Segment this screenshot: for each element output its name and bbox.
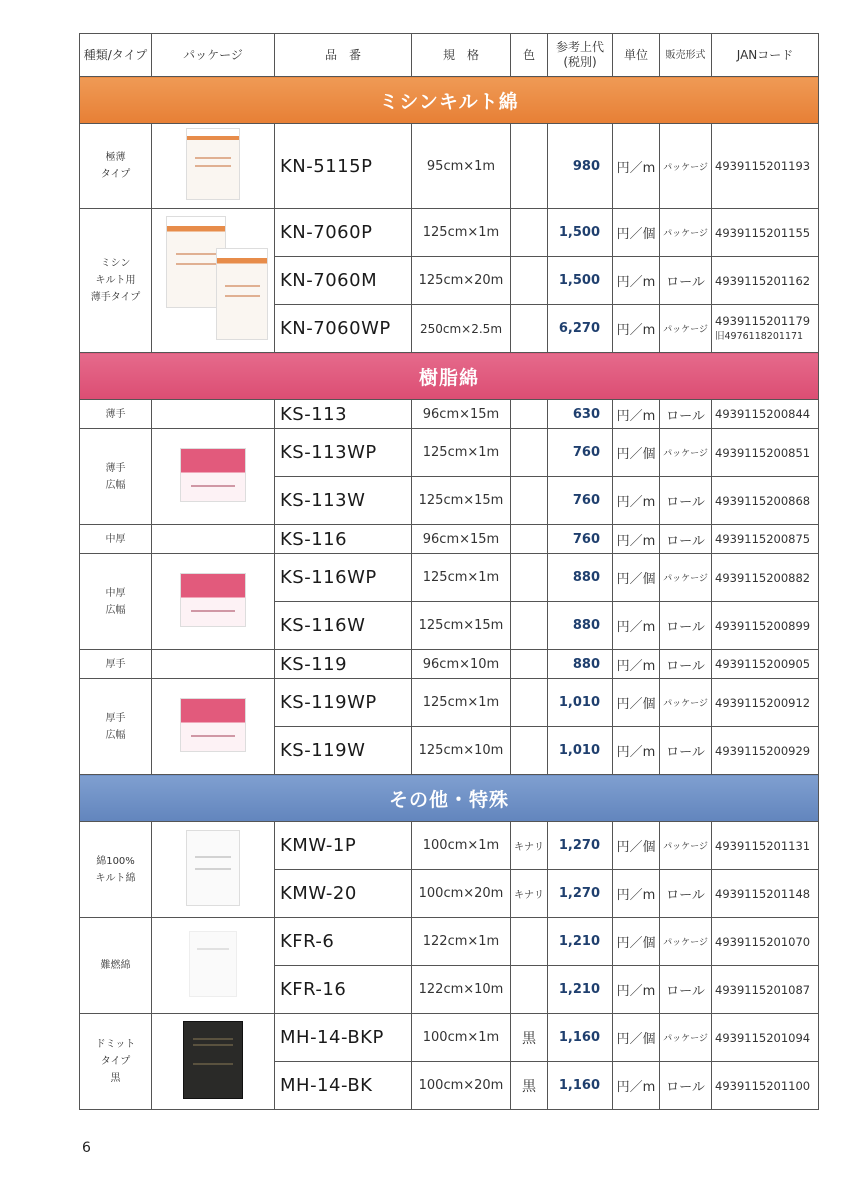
section-row xyxy=(80,353,819,400)
package-cell xyxy=(152,124,275,209)
section-row xyxy=(80,77,819,124)
product-color xyxy=(511,400,548,429)
product-jan: 4939115200905 xyxy=(712,650,819,679)
package-cell xyxy=(152,650,275,679)
product-unit: 円／個 xyxy=(613,679,660,727)
product-price: 1,010 xyxy=(548,727,613,775)
product-form: パッケージ xyxy=(660,429,712,477)
product-color xyxy=(511,477,548,525)
table-row xyxy=(80,554,819,602)
product-spec: 100cm×1m xyxy=(412,1014,511,1062)
product-spec: 125cm×20m xyxy=(412,257,511,305)
type-cell: 難燃綿 xyxy=(80,918,152,1014)
header-color: 色 xyxy=(511,34,548,77)
product-code: KS-116W xyxy=(275,602,412,650)
type-cell xyxy=(80,209,152,353)
product-code: KN-5115P xyxy=(275,124,412,209)
header-price-l2: (税別) xyxy=(563,55,597,69)
product-code: MH-14-BK xyxy=(275,1062,412,1110)
product-color xyxy=(511,727,548,775)
type-label: キルト用 xyxy=(95,275,136,286)
product-jan: 4939115200912 xyxy=(712,679,819,727)
product-price: 1,270 xyxy=(548,822,613,870)
package-cell xyxy=(152,822,275,918)
product-price: 760 xyxy=(548,477,613,525)
product-form: ロール xyxy=(660,870,712,918)
product-color: 黒 xyxy=(511,1062,548,1110)
product-jan xyxy=(712,305,819,353)
package-image xyxy=(158,214,268,344)
product-price: 1,500 xyxy=(548,209,613,257)
table-row xyxy=(80,679,819,727)
type-label: タイプ xyxy=(100,169,131,180)
product-unit: 円／m xyxy=(613,124,660,209)
type-label: 広幅 xyxy=(105,479,126,491)
jan-code: 4939115201179 xyxy=(715,313,811,328)
header-price-l1: 参考上代 xyxy=(555,40,604,54)
product-code: KS-116WP xyxy=(275,554,412,602)
product-table xyxy=(79,33,819,1110)
table-row xyxy=(80,918,819,966)
header-unit: 単位 xyxy=(613,34,660,77)
type-cell xyxy=(80,1014,152,1110)
type-label: キルト綿 xyxy=(95,872,136,884)
product-jan: 4939115200929 xyxy=(712,727,819,775)
header-type: 種類/タイプ xyxy=(80,34,152,77)
product-jan: 4939115200875 xyxy=(712,525,819,554)
product-color xyxy=(511,679,548,727)
header-form: 販売形式 xyxy=(660,34,712,77)
product-spec: 125cm×10m xyxy=(412,727,511,775)
product-spec: 100cm×20m xyxy=(412,870,511,918)
product-price: 880 xyxy=(548,554,613,602)
product-spec: 122cm×1m xyxy=(412,918,511,966)
product-color xyxy=(511,554,548,602)
product-jan: 4939115201070 xyxy=(712,918,819,966)
product-code: KS-119 xyxy=(275,650,412,679)
product-code: KS-113WP xyxy=(275,429,412,477)
product-form: パッケージ xyxy=(660,209,712,257)
product-unit: 円／個 xyxy=(613,209,660,257)
product-price: 980 xyxy=(548,124,613,209)
table-row xyxy=(80,525,819,554)
type-label: ドミット xyxy=(95,1039,136,1050)
product-price: 1,210 xyxy=(548,966,613,1014)
package-cell xyxy=(152,209,275,353)
product-spec: 100cm×20m xyxy=(412,1062,511,1110)
product-color xyxy=(511,966,548,1014)
product-spec: 96cm×10m xyxy=(412,650,511,679)
product-price: 1,160 xyxy=(548,1062,613,1110)
product-spec: 100cm×1m xyxy=(412,822,511,870)
package-image xyxy=(189,931,237,997)
package-cell xyxy=(152,1014,275,1110)
product-color xyxy=(511,650,548,679)
product-jan: 4939115200882 xyxy=(712,554,819,602)
type-cell xyxy=(80,429,152,525)
package-image xyxy=(186,830,240,906)
product-spec: 125cm×1m xyxy=(412,209,511,257)
product-jan: 4939115201087 xyxy=(712,966,819,1014)
product-color xyxy=(511,429,548,477)
product-color xyxy=(511,602,548,650)
package-cell xyxy=(152,400,275,429)
table-row xyxy=(80,1014,819,1062)
product-spec: 96cm×15m xyxy=(412,525,511,554)
product-unit: 円／m xyxy=(613,400,660,429)
product-form: パッケージ xyxy=(660,554,712,602)
product-jan: 4939115201094 xyxy=(712,1014,819,1062)
product-code: MH-14-BKP xyxy=(275,1014,412,1062)
product-form: パッケージ xyxy=(660,1014,712,1062)
product-code: KS-113 xyxy=(275,400,412,429)
product-jan: 4939115200851 xyxy=(712,429,819,477)
product-code: KS-116 xyxy=(275,525,412,554)
product-code: KS-119W xyxy=(275,727,412,775)
product-spec: 122cm×10m xyxy=(412,966,511,1014)
product-unit: 円／m xyxy=(613,727,660,775)
product-form: パッケージ xyxy=(660,822,712,870)
product-jan: 4939115201131 xyxy=(712,822,819,870)
product-unit: 円／個 xyxy=(613,822,660,870)
header-code: 品 番 xyxy=(275,34,412,77)
product-form: パッケージ xyxy=(660,305,712,353)
product-unit: 円／m xyxy=(613,870,660,918)
product-spec: 125cm×1m xyxy=(412,554,511,602)
header-price xyxy=(548,34,613,77)
product-color xyxy=(511,305,548,353)
package-cell xyxy=(152,679,275,775)
product-price: 6,270 xyxy=(548,305,613,353)
product-form: パッケージ xyxy=(660,124,712,209)
product-form: ロール xyxy=(660,602,712,650)
type-cell xyxy=(80,822,152,918)
product-unit: 円／個 xyxy=(613,554,660,602)
product-spec: 250cm×2.5m xyxy=(412,305,511,353)
product-form: パッケージ xyxy=(660,679,712,727)
product-color xyxy=(511,124,548,209)
header-package: パッケージ xyxy=(152,34,275,77)
type-label: 綿100% xyxy=(96,855,135,867)
product-jan: 4939115201162 xyxy=(712,257,819,305)
product-price: 760 xyxy=(548,525,613,554)
product-price: 760 xyxy=(548,429,613,477)
product-code: KFR-16 xyxy=(275,966,412,1014)
product-spec: 96cm×15m xyxy=(412,400,511,429)
product-unit: 円／m xyxy=(613,477,660,525)
table-row xyxy=(80,650,819,679)
product-unit: 円／m xyxy=(613,257,660,305)
package-image xyxy=(186,128,240,200)
package-image xyxy=(180,698,246,752)
product-price: 1,210 xyxy=(548,918,613,966)
table-row xyxy=(80,124,819,209)
section-title-other: その他・特殊 xyxy=(80,775,819,822)
product-spec: 125cm×15m xyxy=(412,602,511,650)
page-number: 6 xyxy=(82,1140,91,1156)
product-code: KMW-20 xyxy=(275,870,412,918)
product-price: 880 xyxy=(548,650,613,679)
product-spec: 125cm×15m xyxy=(412,477,511,525)
product-spec: 95cm×1m xyxy=(412,124,511,209)
product-jan: 4939115200868 xyxy=(712,477,819,525)
product-jan: 4939115201193 xyxy=(712,124,819,209)
package-cell xyxy=(152,525,275,554)
product-code: KN-7060M xyxy=(275,257,412,305)
product-unit: 円／個 xyxy=(613,918,660,966)
type-label: 中厚 xyxy=(105,587,126,599)
table-row xyxy=(80,822,819,870)
product-form: ロール xyxy=(660,257,712,305)
header-row xyxy=(80,34,819,77)
product-form: ロール xyxy=(660,525,712,554)
product-unit: 円／個 xyxy=(613,429,660,477)
product-jan: 4939115201148 xyxy=(712,870,819,918)
product-unit: 円／m xyxy=(613,650,660,679)
product-form: ロール xyxy=(660,650,712,679)
package-cell xyxy=(152,429,275,525)
product-code: KS-119WP xyxy=(275,679,412,727)
table-row xyxy=(80,400,819,429)
product-color: 黒 xyxy=(511,1014,548,1062)
product-unit: 円／m xyxy=(613,602,660,650)
product-color: キナリ xyxy=(511,870,548,918)
type-label: 厚手 xyxy=(105,712,126,724)
type-label: 広幅 xyxy=(105,729,126,741)
package-cell xyxy=(152,918,275,1014)
product-jan: 4939115200844 xyxy=(712,400,819,429)
product-unit: 円／m xyxy=(613,525,660,554)
jan-old-code: 旧4976118201171 xyxy=(715,330,804,342)
type-cell xyxy=(80,679,152,775)
product-price: 1,010 xyxy=(548,679,613,727)
product-jan: 4939115201155 xyxy=(712,209,819,257)
package-image xyxy=(180,573,246,627)
product-price: 880 xyxy=(548,602,613,650)
type-label: 薄手 xyxy=(105,462,126,474)
product-color xyxy=(511,257,548,305)
product-form: ロール xyxy=(660,1062,712,1110)
section-title-quilt: ミシンキルト綿 xyxy=(80,77,819,124)
product-form: ロール xyxy=(660,727,712,775)
product-price: 1,270 xyxy=(548,870,613,918)
product-price: 630 xyxy=(548,400,613,429)
product-spec: 125cm×1m xyxy=(412,679,511,727)
table-row xyxy=(80,209,819,257)
type-cell: 厚手 xyxy=(80,650,152,679)
section-title-resin: 樹脂綿 xyxy=(80,353,819,400)
product-form: ロール xyxy=(660,966,712,1014)
type-cell: 中厚 xyxy=(80,525,152,554)
product-code: KN-7060WP xyxy=(275,305,412,353)
type-label: 広幅 xyxy=(105,604,126,616)
product-form: パッケージ xyxy=(660,918,712,966)
type-label: ミシン xyxy=(100,258,131,269)
product-unit: 円／m xyxy=(613,966,660,1014)
section-row xyxy=(80,775,819,822)
type-cell: 薄手 xyxy=(80,400,152,429)
product-color xyxy=(511,209,548,257)
package-image xyxy=(180,448,246,502)
product-color xyxy=(511,918,548,966)
product-unit: 円／m xyxy=(613,305,660,353)
product-price: 1,500 xyxy=(548,257,613,305)
package-image xyxy=(183,1021,243,1099)
product-jan: 4939115200899 xyxy=(712,602,819,650)
product-jan: 4939115201100 xyxy=(712,1062,819,1110)
product-form: ロール xyxy=(660,400,712,429)
product-form: ロール xyxy=(660,477,712,525)
product-color: キナリ xyxy=(511,822,548,870)
product-code: KS-113W xyxy=(275,477,412,525)
product-unit: 円／個 xyxy=(613,1014,660,1062)
product-code: KN-7060P xyxy=(275,209,412,257)
product-code: KFR-6 xyxy=(275,918,412,966)
type-label: 黒 xyxy=(110,1073,121,1084)
type-label: タイプ xyxy=(100,1056,131,1067)
product-color xyxy=(511,525,548,554)
header-spec: 規 格 xyxy=(412,34,511,77)
type-cell xyxy=(80,124,152,209)
header-jan: JANコード xyxy=(712,34,819,77)
product-unit: 円／m xyxy=(613,1062,660,1110)
product-code: KMW-1P xyxy=(275,822,412,870)
package-cell xyxy=(152,554,275,650)
table-row xyxy=(80,429,819,477)
type-label: 薄手タイプ xyxy=(90,292,141,303)
type-cell xyxy=(80,554,152,650)
product-price: 1,160 xyxy=(548,1014,613,1062)
type-label: 極薄 xyxy=(105,152,126,163)
product-spec: 125cm×1m xyxy=(412,429,511,477)
